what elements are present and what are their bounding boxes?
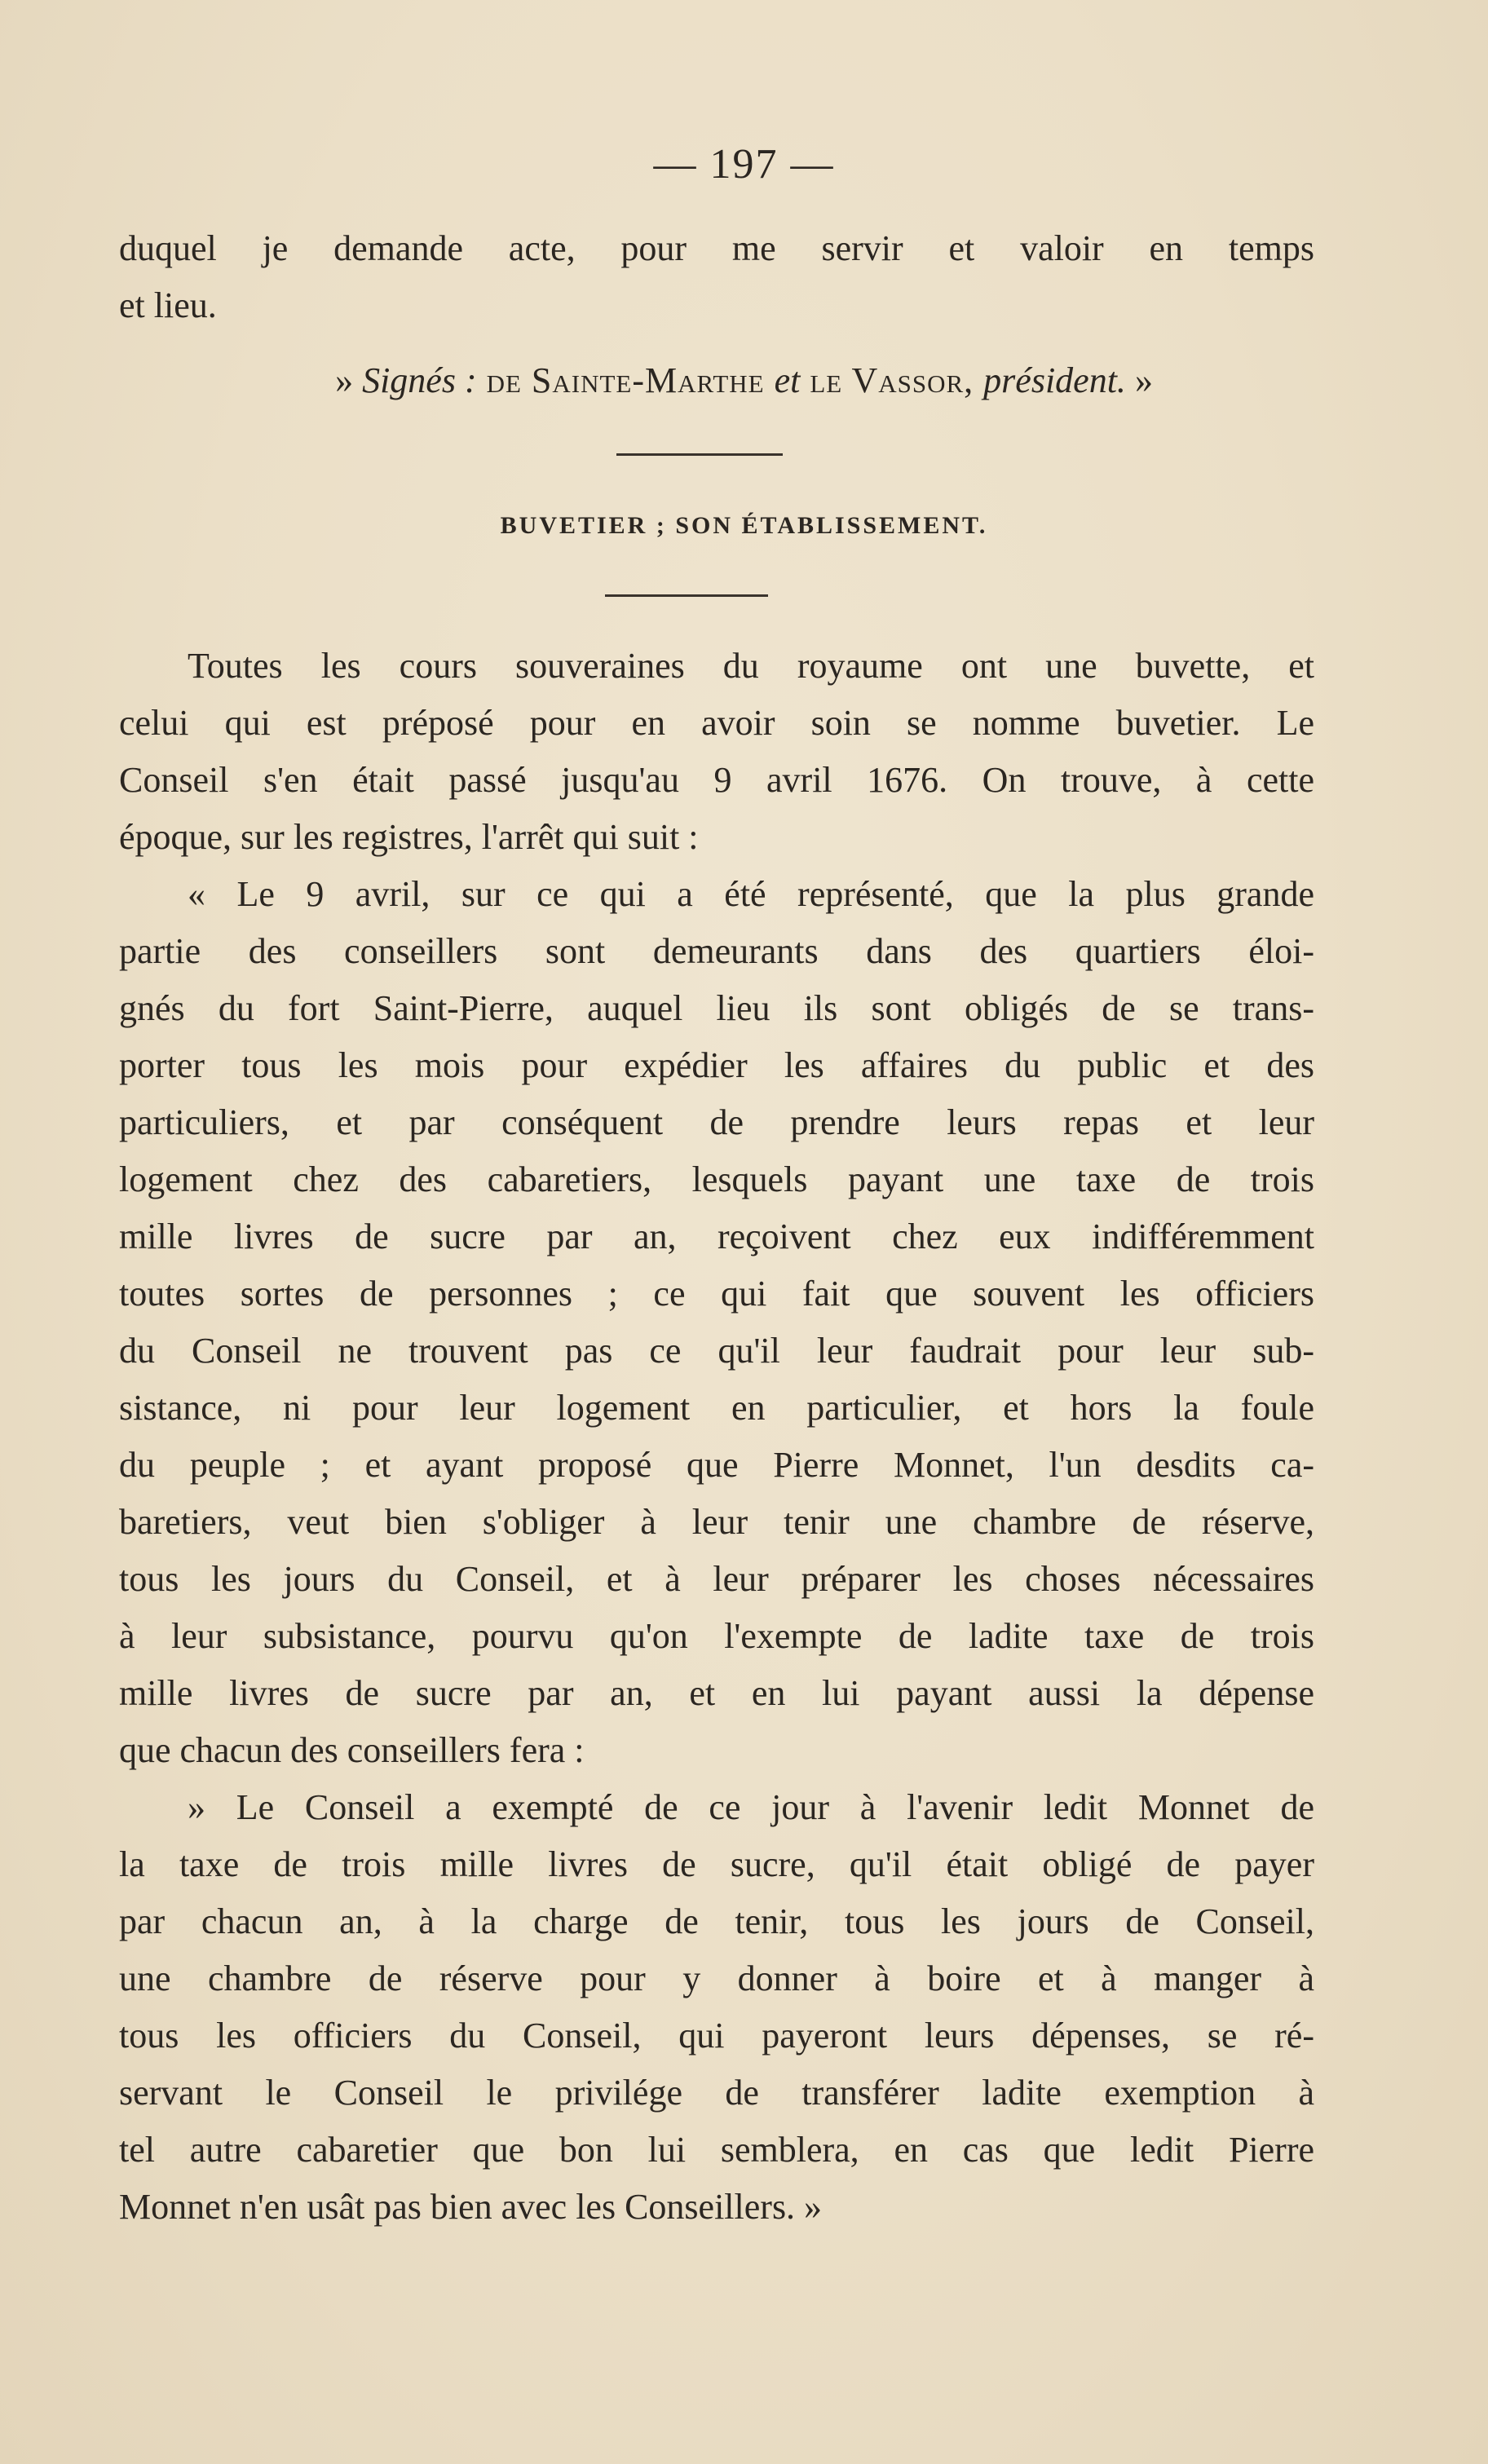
- text-line: tous les jours du Conseil, et à leur préparer les choses nécessaires: [119, 1559, 1314, 1599]
- text-line: tous les officiers du Conseil, qui payeront leurs dépenses, se ré-: [119, 2016, 1314, 2056]
- text-line: porter tous les mois pour expédier les affaires du public et des: [119, 1045, 1314, 1085]
- text-line: logement chez des cabaretiers, lesquels payant une taxe de trois: [119, 1159, 1314, 1199]
- text-line: « Le 9 avril, sur ce qui a été représenté, que la plus grande: [188, 874, 1314, 914]
- text-line: mille livres de sucre par an, et en lui payant aussi la dépense: [119, 1673, 1314, 1713]
- text-line: sistance, ni pour leur logement en particulier, et hors la foule: [119, 1388, 1314, 1428]
- text-line: » Le Conseil a exempté de ce jour à l'avenir ledit Monnet de: [188, 1787, 1314, 1827]
- text-line: du peuple ; et ayant proposé que Pierre Monnet, l'un desdits ca-: [119, 1445, 1314, 1485]
- text-line: époque, sur les registres, l'arrêt qui suit :: [119, 817, 699, 857]
- top-text: [119, 220, 1314, 334]
- text-line: partie des conseillers sont demeurants dans des quartiers éloi-: [119, 931, 1314, 971]
- signature-title: président.: [983, 360, 1126, 400]
- text-line: baretiers, veut bien s'obliger à leur tenir une chambre de réserve,: [119, 1502, 1314, 1542]
- text-line: Toutes les cours souveraines du royaume ont une buvette, et: [188, 646, 1314, 686]
- text-line: par chacun an, à la charge de tenir, tous les jours de Conseil,: [119, 1901, 1314, 1941]
- paragraph-3: [119, 1779, 1314, 2236]
- rule-top: [616, 453, 783, 456]
- text-line: tel autre cabaretier que bon lui semblera, en cas que ledit Pierre: [119, 2130, 1314, 2170]
- signature-line: [0, 352, 1488, 409]
- text-line: toutes sortes de personnes ; ce qui fait que souvent les officiers: [119, 1274, 1314, 1314]
- text-line: que chacun des conseillers fera :: [119, 1730, 585, 1770]
- signature-prefix: »: [335, 360, 363, 400]
- signature-name-1: de Sainte-Marthe: [476, 360, 775, 400]
- text-line: mille livres de sucre par an, reçoivent chez eux indifféremment: [119, 1217, 1314, 1256]
- text-line: et lieu.: [119, 285, 217, 325]
- section-heading: BUVETIER ; SON ÉTABLISSEMENT.: [500, 512, 988, 539]
- signature-signes: Signés :: [362, 360, 477, 400]
- text-line: Monnet n'en usât pas bien avec les Conseillers. »: [119, 2187, 823, 2227]
- text-line: la taxe de trois mille livres de sucre, qu'il était obligé de payer: [119, 1844, 1314, 1884]
- signature-name-2: le Vassor,: [800, 360, 984, 400]
- signature-suffix: »: [1125, 360, 1153, 400]
- rule-bottom: [605, 594, 768, 597]
- paragraph-2: [119, 866, 1314, 1779]
- text-line: celui qui est préposé pour en avoir soin se nomme buvetier. Le: [119, 703, 1314, 743]
- text-line: à leur subsistance, pourvu qu'on l'exempte de ladite taxe de trois: [119, 1616, 1314, 1656]
- signature-and: et: [774, 360, 801, 400]
- paragraph-1: [119, 638, 1314, 866]
- text-line: particuliers, et par conséquent de prendre leurs repas et leur: [119, 1102, 1314, 1142]
- text-line: gnés du fort Saint-Pierre, auquel lieu ils sont obligés de se trans-: [119, 988, 1314, 1028]
- text-line: servant le Conseil le privilége de transférer ladite exemption à: [119, 2073, 1314, 2113]
- text-line: une chambre de réserve pour y donner à boire et à manger à: [119, 1958, 1314, 1998]
- text-line: du Conseil ne trouvent pas ce qu'il leur faudrait pour leur sub-: [119, 1331, 1314, 1371]
- text-line: Conseil s'en était passé jusqu'au 9 avril 1676. On trouve, à cette: [119, 760, 1314, 800]
- page-number: — 197 —: [653, 141, 835, 188]
- text-line: duquel je demande acte, pour me servir et valoir en temps: [119, 228, 1314, 268]
